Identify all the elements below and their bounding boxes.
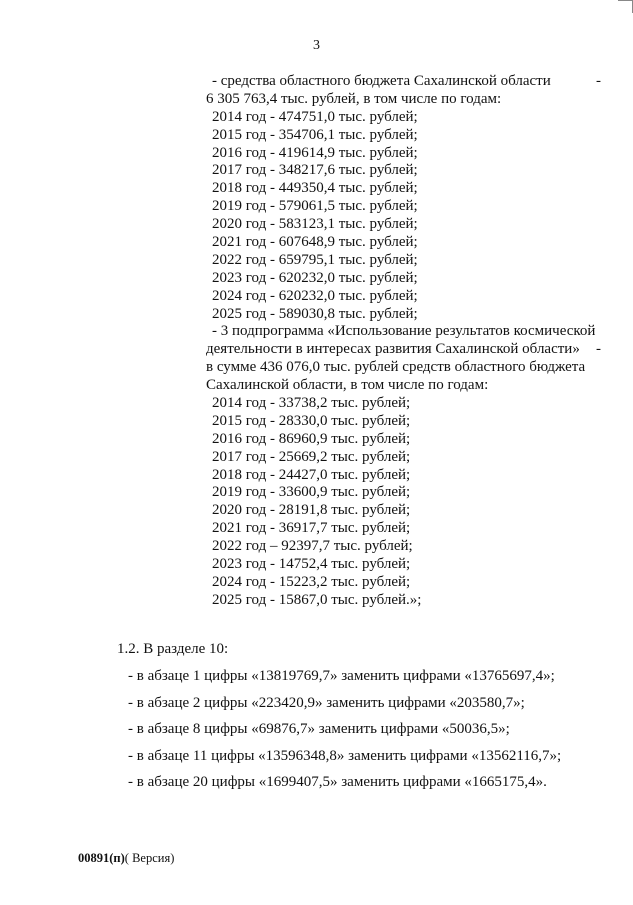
year-line: 2017 год - 25669,2 тыс. рублей; xyxy=(212,448,411,465)
subprogram3-title-dash: - xyxy=(596,341,601,358)
regional-budget-years-list xyxy=(206,109,601,324)
year-line: 2022 год – 92397,7 тыс. рублей; xyxy=(212,538,413,555)
page-number: 3 xyxy=(313,38,320,53)
subprogram3-title-text: деятельности в интересах развития Сахалинской области» xyxy=(206,341,580,358)
subprogram3-region-line: Сахалинской области, в том числе по годам: xyxy=(206,377,489,394)
year-line: 2020 год - 583123,1 тыс. рублей; xyxy=(212,216,418,233)
regional-budget-total-line: 6 305 763,4 тыс. рублей, в том числе по годам: xyxy=(206,90,502,107)
year-line: 2020 год - 28191,8 тыс. рублей; xyxy=(212,502,411,519)
year-line: 2019 год - 33600,9 тыс. рублей; xyxy=(212,484,411,501)
page-corner-mark xyxy=(618,0,633,13)
amendment-item: - в абзаце 2 цифры «223420,9» заменить цифрами «203580,7»; xyxy=(128,694,525,711)
year-line: 2022 год - 659795,1 тыс. рублей; xyxy=(212,251,418,268)
year-line: 2014 год - 33738,2 тыс. рублей; xyxy=(212,395,411,412)
year-line: 2018 год - 449350,4 тыс. рублей; xyxy=(212,180,418,197)
year-line: 2017 год - 348217,6 тыс. рублей; xyxy=(212,162,418,179)
subprogram3-years-list xyxy=(206,395,601,610)
year-line: 2019 год - 579061,5 тыс. рублей; xyxy=(212,198,418,215)
document-version: ( Версия) xyxy=(124,851,175,865)
amendment-list xyxy=(128,667,561,800)
funding-block xyxy=(206,73,601,610)
section-heading: 1.2. В разделе 10: xyxy=(117,641,229,657)
amendment-item: - в абзаце 20 цифры «1699407,5» заменить цифрами «1665175,4». xyxy=(128,774,547,791)
year-line: 2018 год - 24427,0 тыс. рублей; xyxy=(212,466,411,483)
year-line: 2023 год - 620232,0 тыс. рублей; xyxy=(212,269,418,286)
subprogram3-title-line2 xyxy=(206,341,601,359)
regional-budget-header-text: - средства областного бюджета Сахалинской области xyxy=(212,73,551,89)
year-line: 2015 год - 28330,0 тыс. рублей; xyxy=(212,412,411,429)
regional-budget-header-dash: - xyxy=(596,73,601,89)
amendment-item: - в абзаце 8 цифры «69876,7» заменить цифрами «50036,5»; xyxy=(128,721,510,738)
subprogram3-sum-line: в сумме 436 076,0 тыс. рублей средств областного бюджета xyxy=(206,359,586,376)
year-line: 2014 год - 474751,0 тыс. рублей; xyxy=(212,108,418,125)
year-line: 2025 год - 589030,8 тыс. рублей; xyxy=(212,305,418,322)
document-footer xyxy=(78,851,174,866)
year-line: 2025 год - 15867,0 тыс. рублей.»; xyxy=(212,591,422,608)
year-line: 2024 год - 620232,0 тыс. рублей; xyxy=(212,287,418,304)
year-line: 2023 год - 14752,4 тыс. рублей; xyxy=(212,556,411,573)
year-line: 2021 год - 36917,7 тыс. рублей; xyxy=(212,520,411,537)
year-line: 2024 год - 15223,2 тыс. рублей; xyxy=(212,573,411,590)
subprogram3-title-line1: - 3 подпрограмма «Использование результатов космической xyxy=(212,323,596,340)
document-code: 00891(п) xyxy=(78,851,125,865)
year-line: 2021 год - 607648,9 тыс. рублей; xyxy=(212,234,418,251)
year-line: 2016 год - 86960,9 тыс. рублей; xyxy=(212,430,411,447)
year-line: 2016 год - 419614,9 тыс. рублей; xyxy=(212,144,418,161)
regional-budget-header-line1 xyxy=(206,73,601,91)
year-line: 2015 год - 354706,1 тыс. рублей; xyxy=(212,126,418,143)
amendment-item: - в абзаце 11 цифры «13596348,8» заменить цифрами «13562116,7»; xyxy=(128,747,562,764)
amendment-item: - в абзаце 1 цифры «13819769,7» заменить цифрами «13765697,4»; xyxy=(128,668,555,684)
